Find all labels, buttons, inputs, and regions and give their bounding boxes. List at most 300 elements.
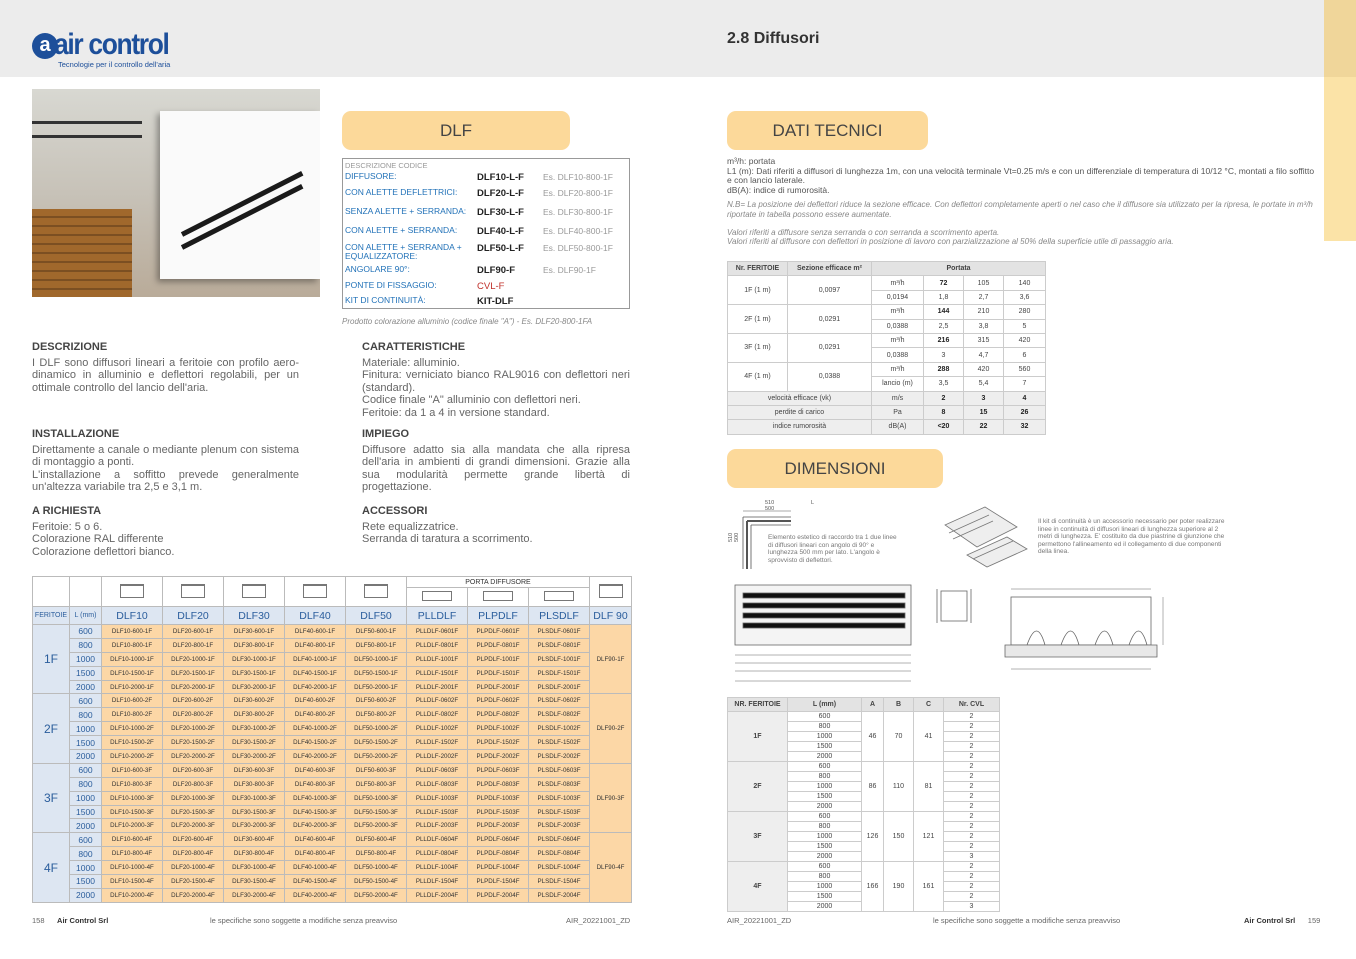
dim-cvl-cell: 2	[944, 732, 1000, 742]
product-code-cell: DLF50-1500-1F	[346, 666, 407, 680]
dim-cvl-cell: 3	[944, 852, 1000, 862]
tech-extra-value	[964, 391, 1004, 405]
caratteristiche-text: Materiale: alluminio. Finitura: verniciato bianco RAL9016 con deflettori neri (standard). Codice finale "A" alluminio con deflettori neri. Feritoie: da 1 a 4 in versione standard.	[362, 357, 630, 419]
tech-extra-row	[728, 405, 1046, 419]
product-code-cell: PLPDLF-0803F	[468, 777, 529, 791]
dim-cvl-cell: 2	[944, 792, 1000, 802]
product-code-cell: DLF50-1500-4F	[346, 875, 407, 889]
tech-value: m³/h	[890, 308, 905, 316]
product-code-cell: DLF30-600-1F	[224, 625, 285, 639]
dim-cvl-cell: 2	[944, 832, 1000, 842]
dim-length-cell: 1000	[788, 782, 862, 792]
dim-cvl-cell: 2	[944, 782, 1000, 792]
tech-value-cell	[924, 333, 964, 347]
product-code-cell: DLF30-800-2F	[224, 708, 285, 722]
tech-col-sezione: Sezione efficace m²	[788, 262, 872, 276]
product-code-cell: PLSDLF-1004F	[529, 861, 590, 875]
page-number-right: 159	[1307, 916, 1321, 925]
accessori-title: ACCESSORI	[362, 505, 428, 517]
tech-extra-label: perdite di carico	[728, 405, 872, 419]
intro-line: L1 (m): Dati riferiti a diffusori di lunghezza 1m, con una velocità terminale Vt=0.25 m/s e con un differenziale di temperatura di 10/12 °C, montati a filo soffitto e con lancio laterale.	[727, 165, 1315, 186]
tech-value-cell: 2,5	[924, 319, 964, 333]
tech-extra-value	[1004, 391, 1046, 405]
product-code-cell: DLF40-800-3F	[285, 777, 346, 791]
product-code-cell: DLF30-1000-1F	[224, 652, 285, 666]
product-code-cell: PLPDLF-1501F	[468, 666, 529, 680]
product-code-cell: DLF10-1500-1F	[102, 666, 163, 680]
dim-length-cell: 2000	[788, 752, 862, 762]
tech-extra-value	[924, 391, 964, 405]
diffuser-profile-icon	[303, 584, 327, 598]
tech-value-cell: 3	[924, 348, 964, 362]
tech-value: m³/h	[890, 279, 905, 287]
section-title: 2.8 Diffusori	[727, 30, 820, 47]
corner-element-note: Elemento estetico di raccordo tra 1 due linee di diffusori lineari con angolo di 90° e lunghezza 500 mm per lato. L'angolo è sprovvisto di deflettori.	[768, 534, 897, 564]
installazione-title: INSTALLAZIONE	[32, 428, 120, 440]
photo-wooden-blind	[32, 209, 132, 297]
dim-col-header: L (mm)	[788, 698, 862, 712]
product-code-cell: PLLDLF-0601F	[407, 625, 468, 639]
tech-value-cell: 0,0194	[872, 290, 924, 304]
tech-extra-unit: m/s	[872, 391, 924, 405]
tech-value-cell	[924, 362, 964, 376]
product-code-cell: DLF40-1500-1F	[285, 666, 346, 680]
tech-feritoie-cell: 3F (1 m)	[728, 333, 788, 362]
product-code-cell: DLF20-1000-2F	[163, 722, 224, 736]
product-code-cell: PLLDLF-1004F	[407, 861, 468, 875]
product-code-cell: DLF20-2000-2F	[163, 750, 224, 764]
code-row-example: Es. DLF40-800-1F	[543, 226, 613, 236]
product-code-cell: DLF40-1000-1F	[285, 652, 346, 666]
dim-length-cell: 800	[788, 822, 862, 832]
product-code-cell: DLF50-1500-3F	[346, 805, 407, 819]
tech-value-cell	[964, 333, 1004, 347]
dlf90-code-cell: DLF90-1F	[590, 625, 632, 694]
dim-cvl-cell: 2	[944, 752, 1000, 762]
code-row-example: Es. DLF30-800-1F	[543, 207, 613, 217]
product-code-cell: PLPDLF-1504F	[468, 875, 529, 889]
product-code-cell: PLPDLF-1001F	[468, 652, 529, 666]
product-code-cell: PLLDLF-1503F	[407, 805, 468, 819]
code-row-code: DLF90-F	[477, 265, 515, 276]
tech-extra-row	[728, 420, 1046, 434]
footer-left	[32, 916, 108, 925]
product-code-cell: PLLDLF-1003F	[407, 791, 468, 805]
tech-extra-unit: Pa	[872, 405, 924, 419]
table-row	[33, 791, 632, 805]
feritoie-group-label: 4F	[33, 833, 70, 902]
dim-feritoie-cell: 3F	[728, 812, 788, 862]
product-code-cell: PLLDLF-2003F	[407, 819, 468, 833]
product-code-cell: PLSDLF-1502F	[529, 736, 590, 750]
continuity-kit-note: Il kit di continuità è un accessorio necessario per poter realizzare linee in continuità di diffusori lineari di lunghezza superiore al 2 metri di lunghezza. E' costituito da due piastrine di giunzione che permettono l'allineamento ed il collegamento di due componenti della linea.	[1038, 518, 1225, 555]
product-code-cell: DLF20-1000-3F	[163, 791, 224, 805]
descrizione-text: I DLF sono diffusori lineari a feritoie con profilo aero-dinamico in alluminio e deflettori regolabili, per un ottimale controllo del lancio dell'aria.	[32, 357, 299, 394]
product-code-cell: DLF10-800-2F	[102, 708, 163, 722]
tech-value: 420	[977, 365, 990, 373]
product-code-cell: DLF50-2000-2F	[346, 750, 407, 764]
photo-ceiling-slot	[32, 135, 142, 138]
tech-extra-value	[924, 405, 964, 419]
dim-feritoie-cell: 1F	[728, 712, 788, 762]
tech-value-cell: 5	[1004, 319, 1046, 333]
product-code-cell: DLF20-1000-4F	[163, 861, 224, 875]
dim-length-cell: 1500	[788, 792, 862, 802]
dim-col-header: C	[914, 698, 944, 712]
code-row-label: KIT DI CONTINUITÀ:	[345, 295, 426, 305]
tech-row	[728, 333, 1046, 347]
col-length: L (mm)	[70, 607, 102, 625]
product-title: DLF	[342, 111, 570, 150]
product-code-cell: PLLDLF-0801F	[407, 638, 468, 652]
dim-cvl-cell: 2	[944, 722, 1000, 732]
tech-extra-value	[924, 420, 964, 434]
dim-length-cell: 2000	[788, 902, 862, 912]
product-code-cell: DLF30-1000-2F	[224, 722, 285, 736]
dim-c-cell: 161	[914, 862, 944, 912]
dim-cvl-cell: 2	[944, 822, 1000, 832]
product-code-cell: DLF30-1500-3F	[224, 805, 285, 819]
tech-value-cell	[964, 276, 1004, 290]
tech-value-cell	[1004, 305, 1046, 319]
drawing-dim-label: 510	[765, 500, 775, 506]
product-code-cell: PLSDLF-1002F	[529, 722, 590, 736]
installazione-text: Direttamente a canale o mediante plenum con sistema di montaggio a ponti. L'installazione a soffitto prevede generalmente un'altezza variabile tra 2,5 e 3,1 m.	[32, 444, 299, 494]
product-code-cell: PLPDLF-2004F	[468, 888, 529, 902]
product-code-cell: DLF10-1000-1F	[102, 652, 163, 666]
tech-value-cell: 1,8	[924, 290, 964, 304]
tech-extra-value	[964, 405, 1004, 419]
code-row-label: PONTE DI FISSAGGIO:	[345, 280, 437, 290]
product-code-cell: DLF50-1000-2F	[346, 722, 407, 736]
drawing-dim-label: 500	[734, 532, 740, 542]
product-code-cell: DLF40-1500-3F	[285, 805, 346, 819]
tech-row	[728, 362, 1046, 376]
dim-a-cell: 126	[862, 812, 884, 862]
tech-value: 72	[939, 279, 948, 287]
product-code-cell: PLLDLF-0803F	[407, 777, 468, 791]
tech-extra-label: indice rumorosità	[728, 420, 872, 434]
code-row-label: SENZA ALETTE + SERRANDA:	[345, 206, 467, 216]
product-code-cell: PLSDLF-0603F	[529, 763, 590, 777]
tech-feritoie-cell: 1F (1 m)	[728, 276, 788, 305]
photo-ceiling-slot	[32, 121, 142, 124]
product-code-cell: DLF50-1000-1F	[346, 652, 407, 666]
tech-value-cell	[924, 305, 964, 319]
code-row-code: DLF30-L-F	[477, 207, 524, 218]
product-code-cell: PLSDLF-1504F	[529, 875, 590, 889]
product-code-cell: DLF10-1000-3F	[102, 791, 163, 805]
code-row-example: Es. DLF90-1F	[543, 265, 596, 275]
product-code-cell: DLF50-800-1F	[346, 638, 407, 652]
product-code-cell: DLF30-800-4F	[224, 847, 285, 861]
codes-caption: DESCRIZIONE CODICE	[345, 161, 428, 170]
dim-cvl-cell: 2	[944, 872, 1000, 882]
dim-b-cell: 70	[884, 712, 914, 762]
length-cell: 1000	[70, 722, 102, 736]
tech-sezione-cell: 0,0388	[788, 362, 872, 391]
tech-extra-label: velocità efficace (vk)	[728, 391, 872, 405]
tech-extra-number: 3	[981, 394, 986, 402]
dim-cvl-cell: 2	[944, 842, 1000, 852]
product-code-cell: PLSDLF-1503F	[529, 805, 590, 819]
photo-diffuser-frame	[160, 111, 320, 279]
tech-value-cell: 0,0388	[872, 319, 924, 333]
dim-a-cell: 86	[862, 762, 884, 812]
tech-value-cell	[1004, 362, 1046, 376]
dim-c-cell: 41	[914, 712, 944, 762]
tech-extra-unit: dB(A)	[872, 420, 924, 434]
product-code-cell: DLF20-2000-4F	[163, 888, 224, 902]
dim-row	[728, 712, 1000, 722]
model-drawing-icon	[224, 577, 285, 607]
product-code-cell: DLF40-2000-2F	[285, 750, 346, 764]
dim-c-cell: 81	[914, 762, 944, 812]
product-code-cell: DLF10-600-1F	[102, 625, 163, 639]
tech-extra-number: <20	[937, 423, 950, 431]
product-code-cell: DLF20-1500-4F	[163, 875, 224, 889]
dim-a-cell: 166	[862, 862, 884, 912]
product-code-cell: PLSDLF-2003F	[529, 819, 590, 833]
table-row	[33, 819, 632, 833]
product-code-cell: PLPDLF-0604F	[468, 833, 529, 847]
table-row	[33, 708, 632, 722]
footer-notice-right: le specifiche sono soggette a modifiche senza preavviso	[933, 916, 1121, 925]
tech-extra-number: 32	[1020, 423, 1029, 431]
dlf90-code-cell: DLF90-2F	[590, 694, 632, 763]
code-row-code: KIT-DLF	[477, 296, 514, 307]
a-richiesta-title: A RICHIESTA	[32, 505, 102, 517]
tech-value-cell: 3,8	[964, 319, 1004, 333]
tech-value-cell: 7	[1004, 377, 1046, 391]
tech-value-cell: 3,6	[1004, 290, 1046, 304]
product-code-cell: DLF40-800-1F	[285, 638, 346, 652]
product-code-cell: PLPDLF-0601F	[468, 625, 529, 639]
dim-cvl-cell: 2	[944, 762, 1000, 772]
tech-header-row	[728, 262, 1046, 276]
brand-logo	[32, 28, 172, 72]
product-photo	[32, 89, 320, 297]
product-code-cell: DLF40-1500-2F	[285, 736, 346, 750]
dim-b-cell: 190	[884, 862, 914, 912]
model-drawing-icon	[346, 577, 407, 607]
diffuser-profile-icon	[242, 584, 266, 598]
feritoie-group-label: 3F	[33, 763, 70, 832]
product-code-cell: DLF10-800-1F	[102, 638, 163, 652]
product-code-cell: PLLDLF-1501F	[407, 666, 468, 680]
tech-value-cell	[872, 276, 924, 290]
tech-col-portata: Portata	[872, 262, 1046, 276]
drawing-dim-label: 500	[765, 506, 775, 512]
dim-cvl-cell: 3	[944, 902, 1000, 912]
product-code-cell: PLLDLF-1504F	[407, 875, 468, 889]
dim-length-cell: 1000	[788, 832, 862, 842]
footer-notice-left: le specifiche sono soggette a modifiche senza preavviso	[210, 916, 398, 925]
product-code-cell: DLF10-800-3F	[102, 777, 163, 791]
product-code-cell: PLPDLF-1002F	[468, 722, 529, 736]
code-row-label: ANGOLARE 90°:	[345, 264, 410, 274]
dimensions-table	[727, 697, 1000, 912]
product-code-cell: DLF50-800-3F	[346, 777, 407, 791]
dim-b-cell: 150	[884, 812, 914, 862]
product-code-cell: DLF50-600-2F	[346, 694, 407, 708]
product-code-cell: PLSDLF-0604F	[529, 833, 590, 847]
product-code-cell: DLF50-600-3F	[346, 763, 407, 777]
product-code-cell: PLLDLF-0604F	[407, 833, 468, 847]
footer-right	[1244, 916, 1320, 925]
product-code-cell: PLSDLF-1501F	[529, 666, 590, 680]
code-row-code: DLF40-L-F	[477, 226, 524, 237]
product-code-cell: PLPDLF-0802F	[468, 708, 529, 722]
a-richiesta-text: Feritoie: 5 o 6. Colorazione RAL differente Colorazione deflettori bianco.	[32, 521, 175, 558]
dim-row	[728, 862, 1000, 872]
plenum-icon	[422, 591, 452, 601]
product-code-cell: DLF40-1000-4F	[285, 861, 346, 875]
logo-name: air control	[54, 28, 169, 61]
product-code-cell: DLF40-1500-4F	[285, 875, 346, 889]
drawing-dim-label: L	[811, 500, 815, 506]
footer-code-left: AIR_20221001_ZD	[566, 916, 631, 925]
product-code-cell: DLF40-800-2F	[285, 708, 346, 722]
product-code-cell: DLF10-2000-2F	[102, 750, 163, 764]
table-row	[33, 861, 632, 875]
dim-cvl-cell: 2	[944, 892, 1000, 902]
dim-length-cell: 2000	[788, 852, 862, 862]
tech-value: 280	[1018, 308, 1031, 316]
length-cell: 1500	[70, 875, 102, 889]
feritoie-group-label: 2F	[33, 694, 70, 763]
product-code-cell: PLSDLF-1003F	[529, 791, 590, 805]
table-row	[33, 736, 632, 750]
plenum-drawing-icon	[529, 588, 590, 607]
col-model: DLF40	[285, 607, 346, 625]
length-cell: 2000	[70, 819, 102, 833]
product-code-cell: DLF10-2000-4F	[102, 888, 163, 902]
product-code-cell: DLF20-600-1F	[163, 625, 224, 639]
product-code-cell: DLF50-1000-3F	[346, 791, 407, 805]
cross-section-drawing	[1005, 589, 1163, 669]
tech-value: m³/h	[890, 337, 905, 345]
length-cell: 800	[70, 777, 102, 791]
dim-length-cell: 600	[788, 862, 862, 872]
product-code-cell: PLPDLF-0804F	[468, 847, 529, 861]
accessori-text: Rete equalizzatrice. Serranda di taratura a scorrimento.	[362, 521, 533, 546]
impiego-text: Diffusore adatto sia alla mandata che alla ripresa dell'aria in ambienti di grandi dimensioni. Grazie alla sua modularità permette grande libertà di progettazione.	[362, 444, 630, 494]
product-code-cell: DLF40-600-1F	[285, 625, 346, 639]
tech-value-cell: lancio (m)	[872, 377, 924, 391]
product-code-cell: PLPDLF-2001F	[468, 680, 529, 694]
product-code-cell: PLSDLF-0602F	[529, 694, 590, 708]
tech-value-cell: 6	[1004, 348, 1046, 362]
page-number-left: 158	[32, 916, 45, 925]
dim-b-cell: 110	[884, 762, 914, 812]
dim-length-cell: 800	[788, 722, 862, 732]
product-code-cell: DLF40-1000-2F	[285, 722, 346, 736]
dim-cvl-cell: 2	[944, 882, 1000, 892]
product-code-cell: PLPDLF-2003F	[468, 819, 529, 833]
dim-cvl-cell: 2	[944, 812, 1000, 822]
product-code-cell: PLPDLF-0602F	[468, 694, 529, 708]
product-code-cell: DLF50-600-1F	[346, 625, 407, 639]
tech-value-cell	[1004, 276, 1046, 290]
technical-data-table	[727, 261, 1046, 435]
tech-extra-number: 4	[1022, 394, 1027, 402]
plenum-icon	[483, 591, 513, 601]
code-row-label: CON ALETTE + SERRANDA:	[345, 225, 458, 235]
dim-feritoie-cell: 2F	[728, 762, 788, 812]
dim-cvl-cell: 2	[944, 742, 1000, 752]
dim-length-cell: 800	[788, 872, 862, 882]
plenum-icon	[544, 591, 574, 601]
dim-col-header: Nr. CVL	[944, 698, 1000, 712]
length-cell: 1500	[70, 666, 102, 680]
col-model: DLF 90	[590, 607, 632, 625]
tech-value-cell: 2,7	[964, 290, 1004, 304]
tech-value: 288	[937, 365, 950, 373]
length-cell: 1000	[70, 861, 102, 875]
dim-length-cell: 600	[788, 712, 862, 722]
product-code-cell: DLF10-2000-1F	[102, 680, 163, 694]
logo-tagline: Tecnologie per il controllo dell'aria	[58, 60, 171, 69]
product-code-cell: DLF30-600-3F	[224, 763, 285, 777]
tech-value-cell: 4,7	[964, 348, 1004, 362]
nb-note: N.B= La posizione dei deflettori riduce la sezione efficace. Con deflettori completamente aperti o nel caso che il diffusore sia utilizzato per la ripresa, le portate in m³/h riportate in tabella possono essere aumentate.	[727, 200, 1313, 219]
product-code-cell: PLLDLF-0603F	[407, 763, 468, 777]
code-row-code: CVL-F	[477, 281, 505, 292]
code-row-code: DLF50-L-F	[477, 243, 524, 254]
product-code-cell: PLPDLF-1004F	[468, 861, 529, 875]
intro-line: m³/h: portata	[727, 156, 776, 166]
product-code-cell: DLF50-2000-4F	[346, 888, 407, 902]
logo-mark-icon: a	[32, 33, 58, 59]
product-code-cell: DLF50-2000-1F	[346, 680, 407, 694]
table-corner	[70, 577, 102, 607]
dim-cvl-cell: 2	[944, 802, 1000, 812]
product-code-cell: PLPDLF-2002F	[468, 750, 529, 764]
product-code-cell: DLF20-600-3F	[163, 763, 224, 777]
product-code-cell: DLF20-2000-3F	[163, 819, 224, 833]
length-cell: 600	[70, 763, 102, 777]
dati-tecnici-title: DATI TECNICI	[727, 111, 928, 150]
code-description-box	[342, 158, 630, 309]
tech-value: 420	[1018, 337, 1031, 345]
feritoie-group-label: 1F	[33, 625, 70, 694]
dim-col-header: B	[884, 698, 914, 712]
product-code-cell: PLPDLF-0603F	[468, 763, 529, 777]
dim-length-cell: 1000	[788, 732, 862, 742]
dim-length-cell: 1000	[788, 882, 862, 892]
product-code-cell: DLF50-600-4F	[346, 833, 407, 847]
dim-length-cell: 1500	[788, 742, 862, 752]
product-code-cell: DLF30-800-3F	[224, 777, 285, 791]
col-model: PLSDLF	[529, 607, 590, 625]
product-code-cell: DLF20-800-1F	[163, 638, 224, 652]
chapter-tab-top	[1324, 0, 1356, 77]
code-row-label: DIFFUSORE:	[345, 171, 397, 181]
col-model: PLPDLF	[468, 607, 529, 625]
col-feritoie: FERITOIE	[33, 607, 70, 625]
table-row	[33, 875, 632, 889]
tech-sezione-cell: 0,0291	[788, 305, 872, 334]
product-code-cell: DLF10-600-4F	[102, 833, 163, 847]
valori-note: Valori riferiti a diffusore senza serranda o con serranda a scorrimento aperta.	[727, 227, 1000, 237]
tech-row	[728, 305, 1046, 319]
product-note: Prodotto colorazione alluminio (codice finale "A") - Es. DLF20-800-1FA	[342, 317, 593, 326]
table-row	[33, 638, 632, 652]
model-drawing-icon	[163, 577, 224, 607]
code-row-label: CON ALETTE DEFLETTRICI:	[345, 187, 458, 197]
table-row	[33, 666, 632, 680]
